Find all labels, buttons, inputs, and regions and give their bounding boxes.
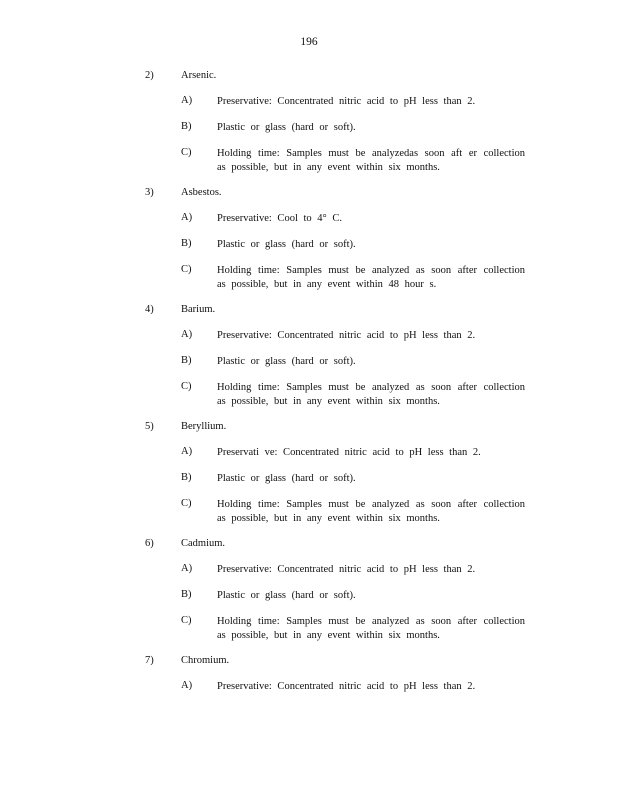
list-item	[0, 421, 618, 526]
list-item	[0, 538, 618, 643]
sub-item	[0, 238, 618, 252]
sub-item	[0, 212, 618, 226]
sub-item	[0, 95, 618, 109]
sub-item-text: Holding time: Samples must be analyzedas soon aft er collection as possible, but in any event within six months.	[217, 148, 525, 173]
item-title: Beryllium.	[181, 421, 227, 432]
item-heading	[0, 421, 618, 435]
item-number: 2)	[145, 70, 154, 81]
sub-item-letter: A)	[181, 329, 193, 340]
sub-item-text: Plastic or glass (hard or soft).	[217, 473, 356, 484]
list-item	[0, 655, 618, 694]
item-title: Barium.	[181, 304, 216, 315]
sub-item	[0, 680, 618, 694]
sub-item	[0, 563, 618, 577]
item-heading	[0, 538, 618, 552]
sub-item	[0, 446, 618, 460]
item-heading	[0, 70, 618, 84]
sub-item	[0, 498, 618, 526]
list-item	[0, 187, 618, 292]
sub-item	[0, 615, 618, 643]
sub-item	[0, 121, 618, 135]
sub-item-text: Preservative: Concentrated nitric acid to pH less than 2.	[217, 681, 476, 692]
sub-item-letter: A)	[181, 95, 193, 106]
sub-item-letter: B)	[181, 121, 192, 132]
sub-item-text: Holding time: Samples must be analyzed as soon after collection as possible, but in any event within six months.	[217, 616, 525, 641]
sub-item-text: Holding time: Samples must be analyzed as soon after collection as possible, but in any event within 48 hour s.	[217, 265, 525, 290]
item-heading	[0, 304, 618, 318]
sub-item-text: Preservative: Concentrated nitric acid to pH less than 2.	[217, 330, 476, 341]
sub-item	[0, 381, 618, 409]
sub-item	[0, 264, 618, 292]
sub-item-text: Preservative: Cool to 4° C.	[217, 213, 342, 224]
sub-item	[0, 589, 618, 603]
item-number: 7)	[145, 655, 154, 666]
item-number: 5)	[145, 421, 154, 432]
sub-item-text: Plastic or glass (hard or soft).	[217, 356, 356, 367]
sub-item-text: Holding time: Samples must be analyzed as soon after collection as possible, but in any event within six months.	[217, 499, 525, 524]
item-title: Chromium.	[181, 655, 230, 666]
sub-item-text: Preservative: Concentrated nitric acid to pH less than 2.	[217, 564, 476, 575]
sub-item-letter: C)	[181, 264, 192, 275]
sub-item-text: Holding time: Samples must be analyzed as soon after collection as possible, but in any event within six months.	[217, 382, 525, 407]
list-item	[0, 70, 618, 175]
item-number: 4)	[145, 304, 154, 315]
item-title: Asbestos.	[181, 187, 222, 198]
sub-item	[0, 329, 618, 343]
sub-item-text: Preservative: Concentrated nitric acid to pH less than 2.	[217, 96, 476, 107]
sub-item-text: Plastic or glass (hard or soft).	[217, 122, 356, 133]
sub-item-letter: C)	[181, 147, 192, 158]
sub-item-letter: B)	[181, 472, 192, 483]
item-title: Cadmium.	[181, 538, 226, 549]
sub-item-letter: C)	[181, 381, 192, 392]
list-item	[0, 304, 618, 409]
sub-item-text: Preservati ve: Concentrated nitric acid to pH less than 2.	[217, 447, 481, 458]
sub-item-letter: A)	[181, 563, 193, 574]
document-body	[0, 70, 618, 706]
sub-item	[0, 355, 618, 369]
item-title: Arsenic.	[181, 70, 217, 81]
item-number: 3)	[145, 187, 154, 198]
sub-item-text: Plastic or glass (hard or soft).	[217, 590, 356, 601]
sub-item-letter: C)	[181, 615, 192, 626]
sub-item-letter: C)	[181, 498, 192, 509]
sub-item-letter: B)	[181, 589, 192, 600]
item-number: 6)	[145, 538, 154, 549]
sub-item	[0, 147, 618, 175]
item-heading	[0, 655, 618, 669]
sub-item-text: Plastic or glass (hard or soft).	[217, 239, 356, 250]
sub-item-letter: A)	[181, 212, 193, 223]
sub-item-letter: A)	[181, 680, 193, 691]
page-number: 196	[300, 36, 318, 48]
sub-item	[0, 472, 618, 486]
item-heading	[0, 187, 618, 201]
sub-item-letter: A)	[181, 446, 193, 457]
sub-item-letter: B)	[181, 355, 192, 366]
sub-item-letter: B)	[181, 238, 192, 249]
